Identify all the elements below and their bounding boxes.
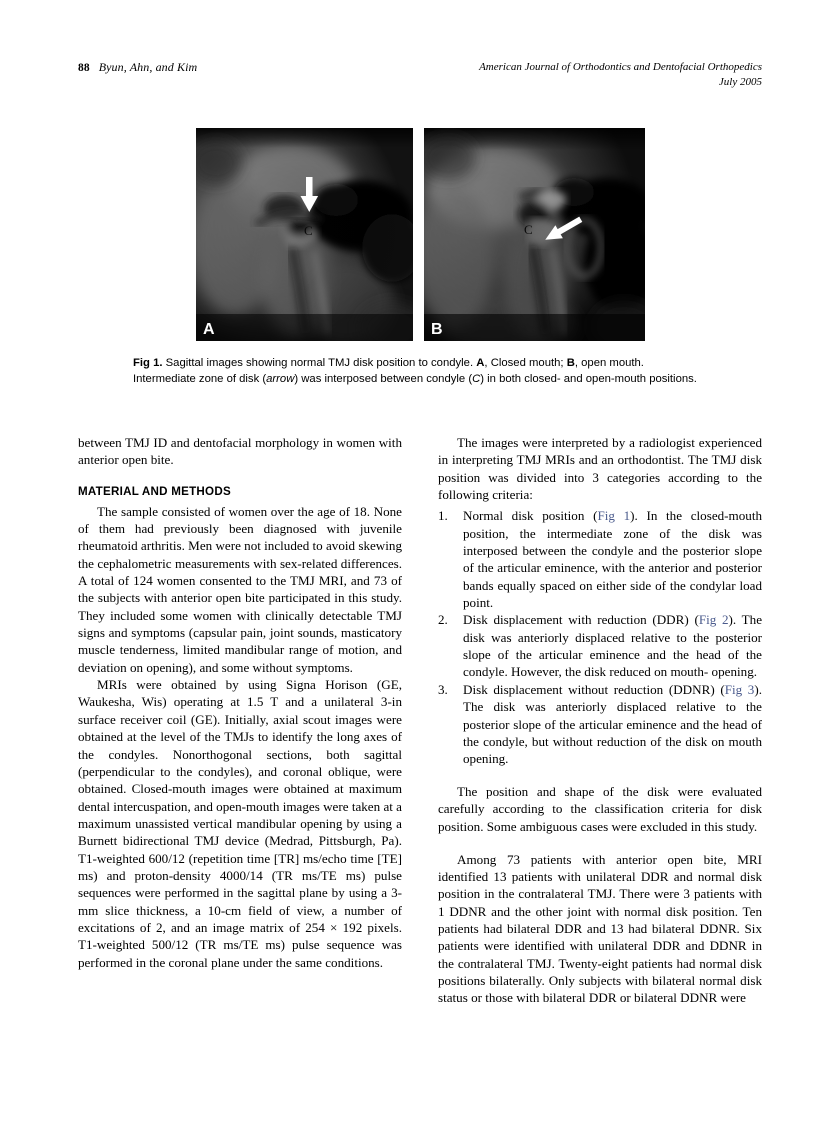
running-head-left	[78, 60, 197, 75]
running-head-authors: Byun, Ahn, and Kim	[98, 60, 198, 74]
journal-title: American Journal of Orthodontics and Dentofacial Orthopedics	[479, 61, 762, 73]
panel-letter-b: B	[431, 321, 443, 338]
figure-1	[196, 128, 645, 341]
figure-caption-text-2: , Closed mouth;	[484, 357, 567, 369]
criteria-text-before: Disk displacement with reduction (DDR) (	[463, 612, 699, 628]
criteria-list	[438, 507, 762, 767]
criteria-item	[438, 507, 762, 611]
panel-letter-a: A	[203, 321, 215, 338]
condyle-label-b: C	[524, 222, 533, 237]
criteria-item	[438, 681, 762, 768]
criteria-number: 2.	[438, 612, 448, 628]
criteria-text-before: Disk displacement without reduction (DDNR) (	[463, 681, 725, 697]
figure-caption-label: Fig 1.	[133, 357, 163, 369]
paragraph-disk-evaluation: The position and shape of the disk were evaluated carefully according to the classification criteria for disk position. Some ambiguous cases were excluded in this study.	[438, 784, 762, 834]
paragraph-results-summary: Among 73 patients with anterior open bite, MRI identified 13 patients with unilateral DDR and normal disk position in the contralateral TMJ. There were 3 patients with 1 DDNR and the other joint with normal disk position. Ten patients had bilateral DDR and 13 had bilateral DDNR. Six patients were identified with unilateral DDR and DDNR in the contralateral TMJ. Twenty-eight patients had normal disk positions bilaterally. Only subjects with bilateral normal disk status or those with bilateral DDR or bilateral DDNR were	[438, 851, 762, 1006]
figure-caption-text-3: , open mouth. Intermediate zone of disk (	[133, 357, 644, 385]
criteria-text-after: ). In the closed-mouth position, the intermediate zone of the disk was interposed between the condyle and the posterior slope of the articular eminence, with the anterior and posterior bands equally spaced on either side of the condylar load point.	[463, 508, 762, 611]
figure-caption	[133, 356, 708, 387]
figure-caption-italic-arrow: arrow	[266, 372, 295, 385]
condyle-label-a: C	[304, 223, 313, 238]
mri-image-open-mouth	[424, 128, 645, 341]
section-heading-material-and-methods: MATERIAL AND METHODS	[78, 484, 231, 498]
criteria-number: 3.	[438, 681, 448, 697]
criteria-text-before: Normal disk position (	[463, 508, 598, 524]
mri-panel-b	[424, 128, 645, 341]
paragraph-interpretation: The images were interpreted by a radiologist experienced in interpreting TMJ MRIs and an orthodontist. The TMJ disk position was divided into 3 categories according to the following criteria:	[438, 435, 762, 503]
figure-caption-italic-c: C	[472, 372, 481, 385]
right-column	[438, 434, 762, 1007]
running-head	[78, 60, 762, 100]
paragraph-sample: The sample consisted of women over the age of 18. None of them had previously been diagnosed with juvenile rheumatoid arthritis. Men were not included to avoid skewing the cephalometric measurements with sex-related differences. A total of 124 women consented to the TMJ MRI, and 73 of the subjects with anterior open bite participated in this study. They included some women with clinically detectable TMJ signs and symptoms (capsular pain, joint sounds, masticatory muscle tenderness, limited mandibular range of motion, and deviation on opening), and some without symptoms.	[78, 503, 402, 675]
figure-caption-text-5: ) in both closed- and open-mouth positions.	[480, 372, 697, 385]
figure-reference-link[interactable]: Fig 3	[724, 681, 755, 697]
figure-panels-row	[196, 128, 645, 341]
criteria-number: 1.	[438, 508, 448, 524]
figure-caption-text-1: Sagittal images showing normal TMJ disk position to condyle.	[162, 357, 477, 369]
figure-reference-link[interactable]: Fig 1	[597, 508, 631, 524]
page-number: 88	[78, 62, 90, 74]
figure-reference-link[interactable]: Fig 2	[698, 612, 729, 628]
mri-panel-a	[196, 128, 413, 341]
paragraph-continued: between TMJ ID and dentofacial morphology in women with anterior open bite.	[78, 435, 402, 468]
figure-caption-bold-b: B	[566, 357, 575, 369]
body-columns	[78, 434, 762, 1007]
criteria-text-after: ). The disk was anteriorly displaced relative to the posterior slope of the articular eminence and the head of the condyle. However, the disk reduced on mouth- opening.	[463, 612, 763, 680]
criteria-text-after: ). The disk was anteriorly displaced relative to the posterior slope of the articular eminence and the head of the condyle, but without reduction of the disk on mouth opening.	[463, 681, 762, 767]
figure-caption-text-4: ) was interposed between condyle (	[294, 372, 473, 385]
figure-caption-bold-a: A	[476, 357, 485, 369]
issue-date: July 2005	[718, 76, 762, 88]
criteria-item	[438, 611, 762, 680]
left-column	[78, 434, 402, 1007]
paragraph-mri-protocol: MRIs were obtained by using Signa Horison (GE, Waukesha, Wis) operating at 1.5 T and a unilateral 3-in surface receiver coil (GE). Initially, axial scout images were obtained at the level of the TMJs to identify the long axes of the condyles. Nonorthogonal sections, both sagittal (perpendicular to the condyles), and coronal oblique, were obtained. Closed-mouth images were obtained at maximum dental intercuspation, and open-mouth images were taken at a maximum unassisted vertical mandibular opening by using a Burnett bidirectional TMJ device (Medrad, Pittsburgh, Pa). T1-weighted 600/12 (repetition time [TR] ms/echo time [TE] ms) and proton-density 4000/14 (TR ms/TE ms) pulse sequences were performed in the sagittal plane by using a 3-mm slice thickness, a 10-cm field of view, a number of excitations of 2, and an image matrix of 254 × 192 pixels. T1-weighted 500/12 (TR ms/TE ms) pulse sequence was performed in the coronal plane under the same conditions.	[78, 677, 402, 970]
running-head-right	[479, 60, 762, 90]
